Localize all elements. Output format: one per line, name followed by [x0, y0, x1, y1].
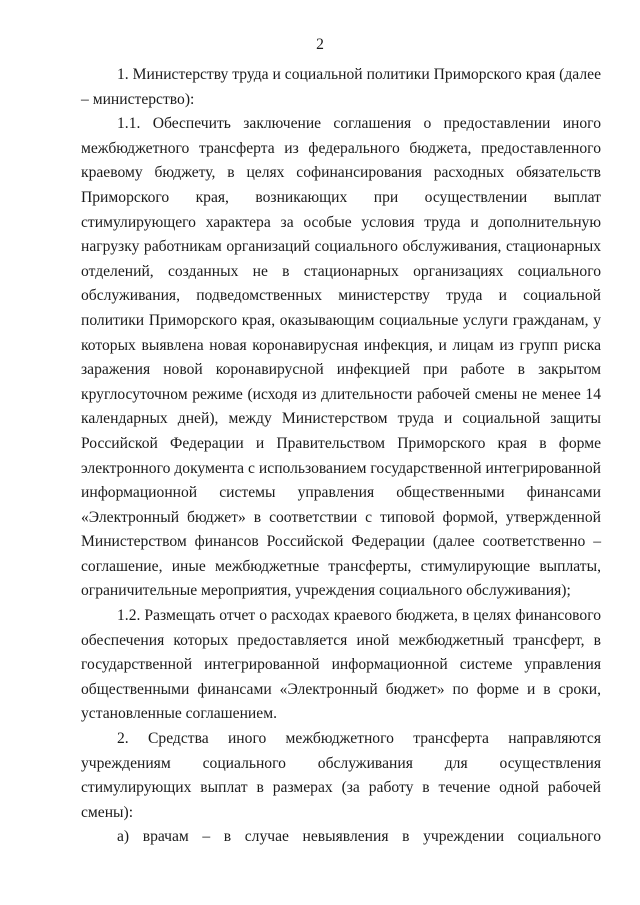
- paragraph-2-a: а) врачам – в случае невыявления в учреждении социального: [117, 828, 601, 846]
- paragraph-1-2: 1.2. Размещать отчет о расходах краевого бюджета, в целях финансового обеспечения которых предоставляется иной межбюджетный трансферт, в государственной интегрированной информационной системе управления общественными финансами «Электронный бюджет» по форме и в сроки, установленные соглашением.: [81, 607, 601, 723]
- paragraph-1: 1. Министерству труда и социальной политики Приморского края (далее – министерство):: [81, 66, 601, 108]
- paragraph-1-1: 1.1. Обеспечить заключение соглашения о предоставлении иного межбюджетного трансферта из федерального бюджета, предоставленного краевому бюджету, в целях софинансирования расходных обязательств Приморского края, возникающих при осуществлении выплат стимулирующего характера за особые условия труда и дополнительную нагрузку работникам организаций социального обслуживания, стационарных отделений, созданных не в стационарных организациях социального обслуживания, подведомственных министерству труда и социальной политики Приморского края, оказывающим социальные услуги гражданам, у которых выявлена новая коронавирусная инфекция, и лицам из групп риска заражения новой коронавирусной инфекцией при работе в закрытом круглосуточном режиме (исходя из длительности рабочей смены не менее 14 календарных дней), между Министерством труда и социальной защиты Российской Федерации и Правительством Приморского края в форме электронного документа с использованием государственной интегрированной информационной системы управления общественными финансами «Электронный бюджет» в соответствии с типовой формой, утвержденной Министерством финансов Российской Федерации (далее соответственно – соглашение, иные межбюджетные трансферты, стимулирующие выплаты, ограничительные мероприятия, учреждения социального обслуживания);: [81, 115, 601, 600]
- document-body: [81, 63, 601, 850]
- paragraph-2: 2. Средства иного межбюджетного трансферта направляются учреждениям социального обслуживания для осуществления стимулирующих выплат в размерах (за работу в течение одной рабочей смены):: [81, 730, 601, 821]
- page-number: 2: [316, 36, 324, 53]
